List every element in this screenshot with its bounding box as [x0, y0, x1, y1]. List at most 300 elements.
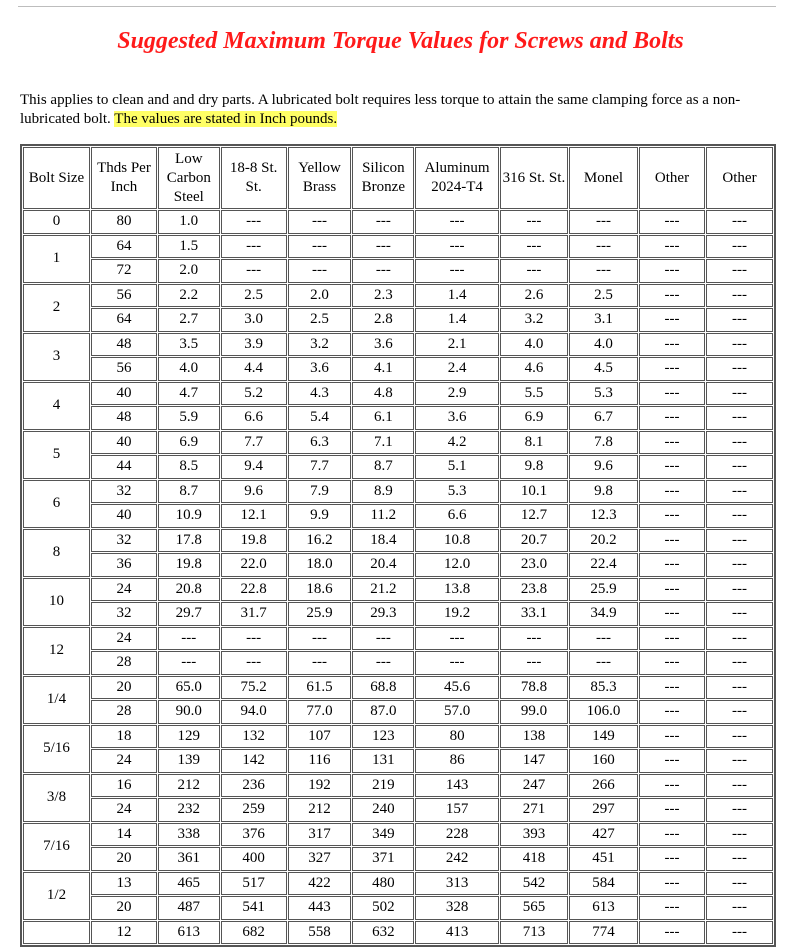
- table-row: [23, 676, 773, 700]
- other-1-cell: ---: [639, 627, 705, 651]
- 18-8-st-cell: 132: [221, 725, 287, 749]
- monel-cell: 774: [569, 921, 638, 945]
- table-row: [23, 504, 773, 528]
- other-1-cell: ---: [639, 504, 705, 528]
- yellow-brass-cell: 77.0: [288, 700, 352, 724]
- yellow-brass-cell: 9.9: [288, 504, 352, 528]
- aluminum-cell: ---: [415, 235, 499, 259]
- other-1-cell: ---: [639, 431, 705, 455]
- low-carbon-cell: ---: [158, 627, 220, 651]
- other-1-cell: ---: [639, 602, 705, 626]
- aluminum-cell: 143: [415, 774, 499, 798]
- silicon-bronze-cell: 8.9: [352, 480, 414, 504]
- table-row: [23, 210, 773, 234]
- aluminum-cell: 12.0: [415, 553, 499, 577]
- other-1-cell: ---: [639, 455, 705, 479]
- monel-cell: 5.3: [569, 382, 638, 406]
- other-2-cell: ---: [706, 725, 773, 749]
- low-carbon-cell: 29.7: [158, 602, 220, 626]
- 18-8-st-cell: 31.7: [221, 602, 287, 626]
- bolt-size-cell: 3: [23, 333, 90, 381]
- bolt-size-cell: 5/16: [23, 725, 90, 773]
- other-2-cell: ---: [706, 406, 773, 430]
- table-row: [23, 259, 773, 283]
- table-row: [23, 847, 773, 871]
- low-carbon-cell: 8.7: [158, 480, 220, 504]
- 18-8-st-cell: 19.8: [221, 529, 287, 553]
- intro-paragraph: [20, 91, 780, 129]
- table-row: [23, 553, 773, 577]
- low-carbon-cell: 487: [158, 896, 220, 920]
- thds-cell: 32: [91, 480, 157, 504]
- bolt-size-cell: 2: [23, 284, 90, 332]
- aluminum-cell: 2.9: [415, 382, 499, 406]
- 316-st-cell: 23.8: [500, 578, 568, 602]
- silicon-bronze-cell: 7.1: [352, 431, 414, 455]
- monel-cell: 4.0: [569, 333, 638, 357]
- 316-st-cell: 99.0: [500, 700, 568, 724]
- thds-cell: 40: [91, 431, 157, 455]
- 18-8-st-cell: 259: [221, 798, 287, 822]
- 316-st-cell: 23.0: [500, 553, 568, 577]
- other-2-cell: ---: [706, 896, 773, 920]
- silicon-bronze-cell: 20.4: [352, 553, 414, 577]
- silicon-bronze-cell: ---: [352, 651, 414, 675]
- low-carbon-cell: 139: [158, 749, 220, 773]
- aluminum-cell: 242: [415, 847, 499, 871]
- thds-cell: 56: [91, 284, 157, 308]
- monel-cell: 266: [569, 774, 638, 798]
- 316-st-cell: 4.6: [500, 357, 568, 381]
- thds-cell: 16: [91, 774, 157, 798]
- header-threads-per-inch: Thds Per Inch: [91, 147, 157, 209]
- low-carbon-cell: 465: [158, 872, 220, 896]
- thds-cell: 20: [91, 676, 157, 700]
- silicon-bronze-cell: 3.6: [352, 333, 414, 357]
- yellow-brass-cell: 4.3: [288, 382, 352, 406]
- bolt-size-cell: 10: [23, 578, 90, 626]
- monel-cell: 149: [569, 725, 638, 749]
- 316-st-cell: 713: [500, 921, 568, 945]
- low-carbon-cell: 90.0: [158, 700, 220, 724]
- other-2-cell: ---: [706, 651, 773, 675]
- yellow-brass-cell: 25.9: [288, 602, 352, 626]
- table-body: [23, 210, 773, 944]
- aluminum-cell: 328: [415, 896, 499, 920]
- 18-8-st-cell: 5.2: [221, 382, 287, 406]
- other-2-cell: ---: [706, 823, 773, 847]
- thds-cell: 40: [91, 382, 157, 406]
- 18-8-st-cell: 3.9: [221, 333, 287, 357]
- monel-cell: ---: [569, 259, 638, 283]
- 18-8-st-cell: 6.6: [221, 406, 287, 430]
- low-carbon-cell: 4.7: [158, 382, 220, 406]
- header-yellow-brass: Yellow Brass: [288, 147, 352, 209]
- 316-st-cell: 6.9: [500, 406, 568, 430]
- thds-cell: 56: [91, 357, 157, 381]
- table-row: [23, 798, 773, 822]
- low-carbon-cell: 613: [158, 921, 220, 945]
- 316-st-cell: 4.0: [500, 333, 568, 357]
- other-1-cell: ---: [639, 259, 705, 283]
- thds-cell: 80: [91, 210, 157, 234]
- thds-cell: 20: [91, 847, 157, 871]
- yellow-brass-cell: 317: [288, 823, 352, 847]
- 18-8-st-cell: 7.7: [221, 431, 287, 455]
- 18-8-st-cell: 22.0: [221, 553, 287, 577]
- aluminum-cell: 4.2: [415, 431, 499, 455]
- monel-cell: 9.8: [569, 480, 638, 504]
- table-row: [23, 700, 773, 724]
- other-2-cell: ---: [706, 578, 773, 602]
- thds-cell: 24: [91, 627, 157, 651]
- silicon-bronze-cell: 29.3: [352, 602, 414, 626]
- low-carbon-cell: 65.0: [158, 676, 220, 700]
- silicon-bronze-cell: 632: [352, 921, 414, 945]
- 18-8-st-cell: ---: [221, 651, 287, 675]
- aluminum-cell: 1.4: [415, 308, 499, 332]
- table-row: [23, 602, 773, 626]
- yellow-brass-cell: 422: [288, 872, 352, 896]
- other-1-cell: ---: [639, 406, 705, 430]
- yellow-brass-cell: 116: [288, 749, 352, 773]
- yellow-brass-cell: 18.0: [288, 553, 352, 577]
- other-2-cell: ---: [706, 259, 773, 283]
- silicon-bronze-cell: ---: [352, 210, 414, 234]
- 18-8-st-cell: 4.4: [221, 357, 287, 381]
- 18-8-st-cell: 517: [221, 872, 287, 896]
- silicon-bronze-cell: ---: [352, 627, 414, 651]
- 316-st-cell: 12.7: [500, 504, 568, 528]
- aluminum-cell: 13.8: [415, 578, 499, 602]
- header-aluminum: Aluminum 2024-T4: [415, 147, 499, 209]
- other-1-cell: ---: [639, 725, 705, 749]
- thds-cell: 28: [91, 651, 157, 675]
- silicon-bronze-cell: ---: [352, 235, 414, 259]
- table-row: [23, 749, 773, 773]
- low-carbon-cell: 2.0: [158, 259, 220, 283]
- yellow-brass-cell: 212: [288, 798, 352, 822]
- bolt-size-cell: 6: [23, 480, 90, 528]
- intro-text: This applies to clean and and dry parts. A lubricated bolt requires less torque to attain the same clamping force as a non-lubricated bolt.: [20, 92, 741, 127]
- thds-cell: 36: [91, 553, 157, 577]
- 18-8-st-cell: ---: [221, 210, 287, 234]
- thds-cell: 24: [91, 749, 157, 773]
- 18-8-st-cell: ---: [221, 259, 287, 283]
- table-row: [23, 357, 773, 381]
- other-2-cell: ---: [706, 847, 773, 871]
- other-1-cell: ---: [639, 529, 705, 553]
- table-row: [23, 308, 773, 332]
- aluminum-cell: 157: [415, 798, 499, 822]
- thds-cell: 13: [91, 872, 157, 896]
- header-monel: Monel: [569, 147, 638, 209]
- table-row: [23, 455, 773, 479]
- thds-cell: 48: [91, 333, 157, 357]
- aluminum-cell: 5.3: [415, 480, 499, 504]
- bolt-size-cell: 8: [23, 529, 90, 577]
- yellow-brass-cell: 443: [288, 896, 352, 920]
- yellow-brass-cell: 327: [288, 847, 352, 871]
- bolt-size-cell: 3/8: [23, 774, 90, 822]
- other-2-cell: ---: [706, 235, 773, 259]
- monel-cell: 12.3: [569, 504, 638, 528]
- aluminum-cell: 5.1: [415, 455, 499, 479]
- yellow-brass-cell: 2.5: [288, 308, 352, 332]
- aluminum-cell: 86: [415, 749, 499, 773]
- bolt-size-cell: 1/2: [23, 872, 90, 920]
- yellow-brass-cell: 3.2: [288, 333, 352, 357]
- 316-st-cell: 3.2: [500, 308, 568, 332]
- monel-cell: ---: [569, 210, 638, 234]
- other-1-cell: ---: [639, 357, 705, 381]
- header-316-stainless: 316 St. St.: [500, 147, 568, 209]
- table-row: [23, 431, 773, 455]
- thds-cell: 48: [91, 406, 157, 430]
- table-row: [23, 235, 773, 259]
- other-2-cell: ---: [706, 308, 773, 332]
- aluminum-cell: 2.4: [415, 357, 499, 381]
- thds-cell: 14: [91, 823, 157, 847]
- 316-st-cell: 138: [500, 725, 568, 749]
- 18-8-st-cell: 682: [221, 921, 287, 945]
- yellow-brass-cell: 2.0: [288, 284, 352, 308]
- monel-cell: 9.6: [569, 455, 638, 479]
- other-2-cell: ---: [706, 627, 773, 651]
- other-1-cell: ---: [639, 749, 705, 773]
- aluminum-cell: 228: [415, 823, 499, 847]
- other-2-cell: ---: [706, 455, 773, 479]
- table-row: [23, 872, 773, 896]
- 316-st-cell: ---: [500, 259, 568, 283]
- silicon-bronze-cell: ---: [352, 259, 414, 283]
- other-1-cell: ---: [639, 921, 705, 945]
- silicon-bronze-cell: 123: [352, 725, 414, 749]
- 316-st-cell: 8.1: [500, 431, 568, 455]
- monel-cell: 613: [569, 896, 638, 920]
- monel-cell: 6.7: [569, 406, 638, 430]
- table-row: [23, 921, 773, 945]
- yellow-brass-cell: 18.6: [288, 578, 352, 602]
- aluminum-cell: 80: [415, 725, 499, 749]
- 18-8-st-cell: ---: [221, 627, 287, 651]
- other-1-cell: ---: [639, 235, 705, 259]
- 316-st-cell: 20.7: [500, 529, 568, 553]
- 18-8-st-cell: 75.2: [221, 676, 287, 700]
- silicon-bronze-cell: 2.8: [352, 308, 414, 332]
- low-carbon-cell: 10.9: [158, 504, 220, 528]
- yellow-brass-cell: ---: [288, 235, 352, 259]
- 316-st-cell: ---: [500, 651, 568, 675]
- 316-st-cell: 33.1: [500, 602, 568, 626]
- silicon-bronze-cell: 4.8: [352, 382, 414, 406]
- monel-cell: 34.9: [569, 602, 638, 626]
- thds-cell: 64: [91, 235, 157, 259]
- other-1-cell: ---: [639, 700, 705, 724]
- silicon-bronze-cell: 219: [352, 774, 414, 798]
- aluminum-cell: 313: [415, 872, 499, 896]
- silicon-bronze-cell: 11.2: [352, 504, 414, 528]
- monel-cell: 2.5: [569, 284, 638, 308]
- yellow-brass-cell: 107: [288, 725, 352, 749]
- other-1-cell: ---: [639, 308, 705, 332]
- silicon-bronze-cell: 18.4: [352, 529, 414, 553]
- aluminum-cell: 2.1: [415, 333, 499, 357]
- 316-st-cell: 147: [500, 749, 568, 773]
- table-row: [23, 627, 773, 651]
- yellow-brass-cell: 61.5: [288, 676, 352, 700]
- 18-8-st-cell: 400: [221, 847, 287, 871]
- 316-st-cell: 9.8: [500, 455, 568, 479]
- other-2-cell: ---: [706, 700, 773, 724]
- other-2-cell: ---: [706, 749, 773, 773]
- monel-cell: 584: [569, 872, 638, 896]
- monel-cell: 7.8: [569, 431, 638, 455]
- low-carbon-cell: 232: [158, 798, 220, 822]
- table-row: [23, 480, 773, 504]
- low-carbon-cell: 4.0: [158, 357, 220, 381]
- silicon-bronze-cell: 502: [352, 896, 414, 920]
- aluminum-cell: ---: [415, 627, 499, 651]
- bolt-size-cell: [23, 921, 90, 945]
- 18-8-st-cell: 2.5: [221, 284, 287, 308]
- 18-8-st-cell: 22.8: [221, 578, 287, 602]
- 316-st-cell: 565: [500, 896, 568, 920]
- 316-st-cell: 542: [500, 872, 568, 896]
- 316-st-cell: ---: [500, 210, 568, 234]
- silicon-bronze-cell: 21.2: [352, 578, 414, 602]
- silicon-bronze-cell: 87.0: [352, 700, 414, 724]
- other-1-cell: ---: [639, 284, 705, 308]
- table-row: [23, 406, 773, 430]
- aluminum-cell: 45.6: [415, 676, 499, 700]
- header-bolt-size: Bolt Size: [23, 147, 90, 209]
- thds-cell: 12: [91, 921, 157, 945]
- table-row: [23, 382, 773, 406]
- 18-8-st-cell: 94.0: [221, 700, 287, 724]
- header-other-2: Other: [706, 147, 773, 209]
- 316-st-cell: 247: [500, 774, 568, 798]
- thds-cell: 24: [91, 798, 157, 822]
- other-1-cell: ---: [639, 480, 705, 504]
- monel-cell: ---: [569, 235, 638, 259]
- 316-st-cell: 2.6: [500, 284, 568, 308]
- page-title: Suggested Maximum Torque Values for Screws and Bolts: [117, 28, 684, 54]
- other-2-cell: ---: [706, 921, 773, 945]
- other-1-cell: ---: [639, 333, 705, 357]
- silicon-bronze-cell: 131: [352, 749, 414, 773]
- other-2-cell: ---: [706, 480, 773, 504]
- low-carbon-cell: 2.2: [158, 284, 220, 308]
- other-1-cell: ---: [639, 210, 705, 234]
- monel-cell: ---: [569, 651, 638, 675]
- other-1-cell: ---: [639, 872, 705, 896]
- table-row: [23, 578, 773, 602]
- aluminum-cell: 6.6: [415, 504, 499, 528]
- table-row: [23, 529, 773, 553]
- low-carbon-cell: 20.8: [158, 578, 220, 602]
- bolt-size-cell: 1: [23, 235, 90, 283]
- silicon-bronze-cell: 8.7: [352, 455, 414, 479]
- 18-8-st-cell: ---: [221, 235, 287, 259]
- thds-cell: 72: [91, 259, 157, 283]
- other-1-cell: ---: [639, 382, 705, 406]
- other-2-cell: ---: [706, 210, 773, 234]
- low-carbon-cell: 338: [158, 823, 220, 847]
- bolt-size-cell: 4: [23, 382, 90, 430]
- monel-cell: 160: [569, 749, 638, 773]
- low-carbon-cell: 212: [158, 774, 220, 798]
- monel-cell: 297: [569, 798, 638, 822]
- aluminum-cell: ---: [415, 259, 499, 283]
- thds-cell: 24: [91, 578, 157, 602]
- other-2-cell: ---: [706, 504, 773, 528]
- yellow-brass-cell: 558: [288, 921, 352, 945]
- 316-st-cell: 393: [500, 823, 568, 847]
- bolt-size-cell: 12: [23, 627, 90, 675]
- thds-cell: 20: [91, 896, 157, 920]
- monel-cell: 85.3: [569, 676, 638, 700]
- intro-highlight: The values are stated in Inch pounds.: [114, 111, 338, 127]
- bolt-size-cell: 1/4: [23, 676, 90, 724]
- 18-8-st-cell: 9.4: [221, 455, 287, 479]
- 18-8-st-cell: 3.0: [221, 308, 287, 332]
- other-1-cell: ---: [639, 651, 705, 675]
- yellow-brass-cell: ---: [288, 627, 352, 651]
- aluminum-cell: 413: [415, 921, 499, 945]
- other-2-cell: ---: [706, 357, 773, 381]
- bolt-size-cell: 7/16: [23, 823, 90, 871]
- 316-st-cell: ---: [500, 235, 568, 259]
- header-other-1: Other: [639, 147, 705, 209]
- other-2-cell: ---: [706, 676, 773, 700]
- silicon-bronze-cell: 349: [352, 823, 414, 847]
- bolt-size-cell: 0: [23, 210, 90, 234]
- table-header-row: [23, 147, 773, 209]
- yellow-brass-cell: ---: [288, 651, 352, 675]
- thds-cell: 18: [91, 725, 157, 749]
- other-1-cell: ---: [639, 823, 705, 847]
- silicon-bronze-cell: 480: [352, 872, 414, 896]
- silicon-bronze-cell: 371: [352, 847, 414, 871]
- 316-st-cell: 78.8: [500, 676, 568, 700]
- 18-8-st-cell: 9.6: [221, 480, 287, 504]
- low-carbon-cell: 361: [158, 847, 220, 871]
- 316-st-cell: 10.1: [500, 480, 568, 504]
- other-2-cell: ---: [706, 798, 773, 822]
- low-carbon-cell: 1.5: [158, 235, 220, 259]
- low-carbon-cell: 17.8: [158, 529, 220, 553]
- silicon-bronze-cell: 2.3: [352, 284, 414, 308]
- aluminum-cell: ---: [415, 651, 499, 675]
- yellow-brass-cell: ---: [288, 210, 352, 234]
- other-1-cell: ---: [639, 578, 705, 602]
- aluminum-cell: 1.4: [415, 284, 499, 308]
- monel-cell: 106.0: [569, 700, 638, 724]
- silicon-bronze-cell: 240: [352, 798, 414, 822]
- other-2-cell: ---: [706, 529, 773, 553]
- 316-st-cell: 418: [500, 847, 568, 871]
- header-low-carbon-steel: Low Carbon Steel: [158, 147, 220, 209]
- low-carbon-cell: 3.5: [158, 333, 220, 357]
- low-carbon-cell: ---: [158, 651, 220, 675]
- 18-8-st-cell: 541: [221, 896, 287, 920]
- other-2-cell: ---: [706, 553, 773, 577]
- table-row: [23, 896, 773, 920]
- other-2-cell: ---: [706, 872, 773, 896]
- aluminum-cell: 3.6: [415, 406, 499, 430]
- other-2-cell: ---: [706, 602, 773, 626]
